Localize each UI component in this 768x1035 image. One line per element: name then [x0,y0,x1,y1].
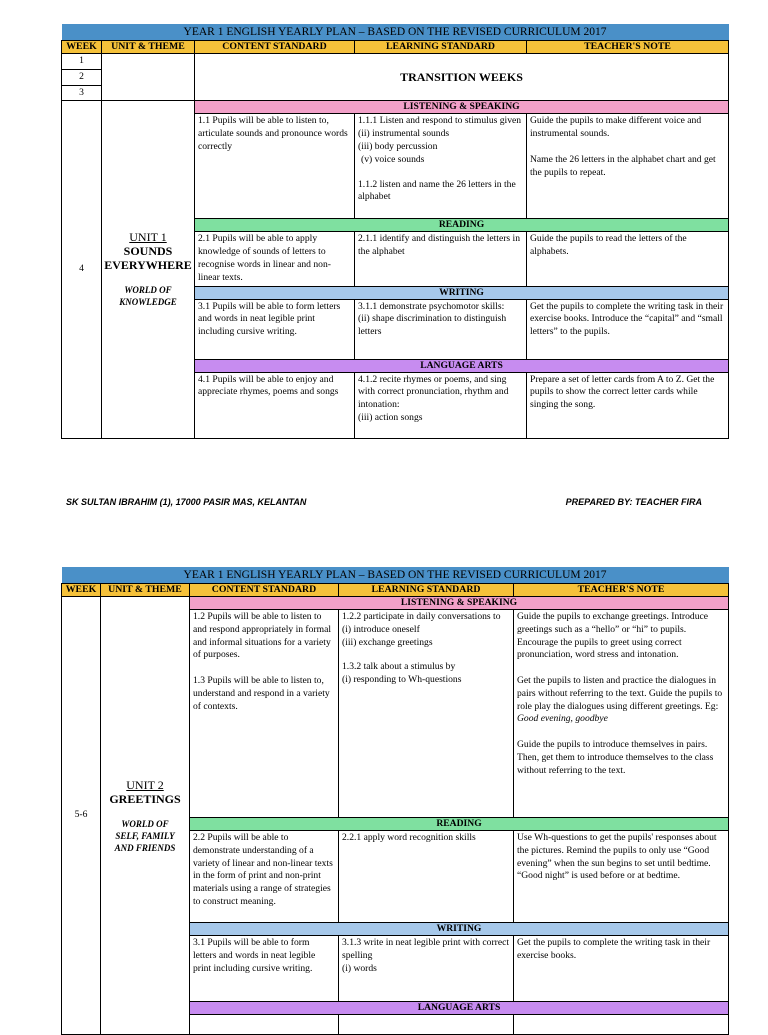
content-standard: 4.1 Pupils will be able to enjoy and appreciate rhymes, poems and songs [195,372,355,438]
unit-theme-cell [102,101,195,438]
learning-standard [339,610,514,818]
learning-standard [339,1015,514,1035]
teachers-note [527,114,729,219]
teachers-note: Prepare a set of letter cards from A to Z. Get the pupils to show the correct letter cards while singing the song. [527,372,729,438]
note-example: Good evening, goodbye [517,713,608,725]
note-para: Guide the pupils to exchange greetings. Introduce greetings such as a “hello” or “hi” to pupils. Encourage the pupils to greet using correct pronunciation, word stress and intonation. [517,611,709,661]
learning-standard: 2.2.1 apply word recognition skills [339,831,514,923]
col-unit-theme: UNIT & THEME [102,41,195,54]
unit-theme-cell [101,597,190,1035]
learning-line: (ii) shape discrimination to distinguish letters [358,313,507,338]
unit-label: UNIT 1 [129,230,167,245]
unit-name: GREETINGS [109,791,181,806]
week-cell: 1 [62,54,102,70]
learning-line: (i) introduce oneself [342,623,420,635]
unit-name: EVERYWHERE [104,258,192,273]
unit-label: UNIT 2 [126,777,164,792]
theme-line: WORLD OF [121,818,169,829]
theme-label [103,818,187,854]
learning-line: (i) words [342,962,377,974]
learning-line: 3.1.3 write in neat legible print with correct spelling [342,937,510,961]
section-writing: WRITING [195,286,729,299]
prepared-by-footer: PREPARED BY: TEACHER FIRA [565,497,702,507]
col-teachers-note: TEACHER'S NOTE [514,584,729,597]
section-language-arts: LANGUAGE ARTS [195,359,729,372]
week-cell: 5-6 [62,597,101,1035]
section-reading: READING [190,818,729,831]
learning-standard: 2.1.1 identify and distinguish the letters in the alphabet [355,232,527,286]
col-teachers-note: TEACHER'S NOTE [527,41,729,54]
theme-line: AND FRIENDS [114,842,176,853]
yearly-plan-table-1 [61,24,728,439]
learning-standard [355,114,527,219]
learning-line: 4.1.2 recite rhymes or poems, and sing with correct pronunciation, rhythm and intonation: [358,373,509,411]
teachers-note: Get the pupils to complete the writing task in their exercise books. Introduce the “capital” and “small letters” to the pupils. [527,299,729,359]
content-standard: 2.1 Pupils will be able to apply knowledge of sounds of letters to recognise words in linear and non-linear texts. [195,232,355,286]
content-standard: 1.1 Pupils will be able to listen to, articulate sounds and pronounce words correctly [195,114,355,219]
transition-weeks: TRANSITION WEEKS [195,54,729,101]
note-para [517,675,725,726]
content-para: 1.3 Pupils will be able to listen to, understand and respond in a variety of contexts. [193,674,330,712]
section-language-arts: LANGUAGE ARTS [190,1002,729,1015]
content-standard: 3.1 Pupils will be able to form letters and words in neat legible print including cursive writing. [190,936,339,1002]
theme-line: SELF, FAMILY [115,830,175,841]
teachers-note [514,610,729,818]
theme-line: KNOWLEDGE [119,297,177,308]
week-cell: 4 [62,101,102,438]
plan-title: YEAR 1 ENGLISH YEARLY PLAN – BASED ON THE REVISED CURRICULUM 2017 [62,567,729,584]
col-learning-standard: LEARNING STANDARD [355,41,527,54]
content-para: 1.2 Pupils will be able to listen to and respond appropriately in formal and informal situations for a variety of purposes. [193,611,331,661]
learning-line: 1.1.2 listen and name the 26 letters in the alphabet [358,178,516,203]
content-standard [190,610,339,818]
learning-standard [355,299,527,359]
theme-line: WORLD OF [124,285,172,296]
note-para: Name the 26 letters in the alphabet chart and get the pupils to repeat. [530,153,716,178]
teachers-note: Get the pupils to complete the writing task in their exercise books. [514,936,729,1002]
week-cell: 3 [62,85,102,101]
section-writing: WRITING [190,923,729,936]
note-para: Guide the pupils to introduce themselves in pairs. Then, get them to introduce themselves to the class without referring to the text. [517,738,714,776]
learning-standard [339,936,514,1002]
learning-line: 3.1.1 demonstrate psychomotor skills: [358,300,505,312]
unit-name: SOUNDS [123,244,173,259]
teachers-note [514,1015,729,1035]
section-listening-speaking: LISTENING & SPEAKING [190,597,729,610]
note-text: Get the pupils to listen and practice the dialogues in pairs without referring to the text. Guide the pupils to role play the dialogues using different greetings. Eg: [517,674,723,712]
unit-cell-empty [102,54,195,101]
yearly-plan-table-2 [61,567,728,1035]
learning-line: (iii) action songs [358,411,423,423]
teachers-note: Guide the pupils to read the letters of the alphabets. [527,232,729,286]
learning-line: 1.2.2 participate in daily conversations to [342,611,501,622]
col-learning-standard: LEARNING STANDARD [339,584,514,597]
learning-standard [355,372,527,438]
theme-label [104,284,192,308]
section-listening-speaking: LISTENING & SPEAKING [195,101,729,114]
learning-line: 1.3.2 talk about a stimulus by [342,661,456,673]
teachers-note: Use Wh-questions to get the pupils' responses about the pictures. Remind the pupils to only use “Good evening” when the sun begins to set until bedtime. “Good night” is used before or at bedtime. [514,831,729,923]
learning-line: (v) voice sounds [361,153,425,165]
learning-line: 1.1.1 Listen and respond to stimulus given [358,115,522,127]
note-para: Guide the pupils to make different voice and instrumental sounds. [530,115,702,140]
col-week: WEEK [62,41,102,54]
col-content-standard: CONTENT STANDARD [190,584,339,597]
school-footer: SK SULTAN IBRAHIM (1), 17000 PASIR MAS, KELANTAN [66,497,307,507]
plan-title: YEAR 1 ENGLISH YEARLY PLAN – BASED ON THE REVISED CURRICULUM 2017 [62,24,729,41]
content-standard: 2.2 Pupils will be able to demonstrate understanding of a variety of linear and non-linear texts in the form of print and non-print materials using a range of strategies to construct meaning. [190,831,339,923]
col-content-standard: CONTENT STANDARD [195,41,355,54]
learning-line: (ii) instrumental sounds [358,128,450,140]
content-standard [190,1015,339,1035]
content-standard: 3.1 Pupils will be able to form letters and words in neat legible print including cursive writing. [195,299,355,359]
col-week: WEEK [62,584,101,597]
learning-line: (iii) exchange greetings [342,636,433,648]
col-unit-theme: UNIT & THEME [101,584,190,597]
learning-line: (iii) body percussion [358,140,438,152]
section-reading: READING [195,219,729,232]
week-cell: 2 [62,69,102,85]
learning-line: (i) responding to Wh-questions [342,674,462,686]
